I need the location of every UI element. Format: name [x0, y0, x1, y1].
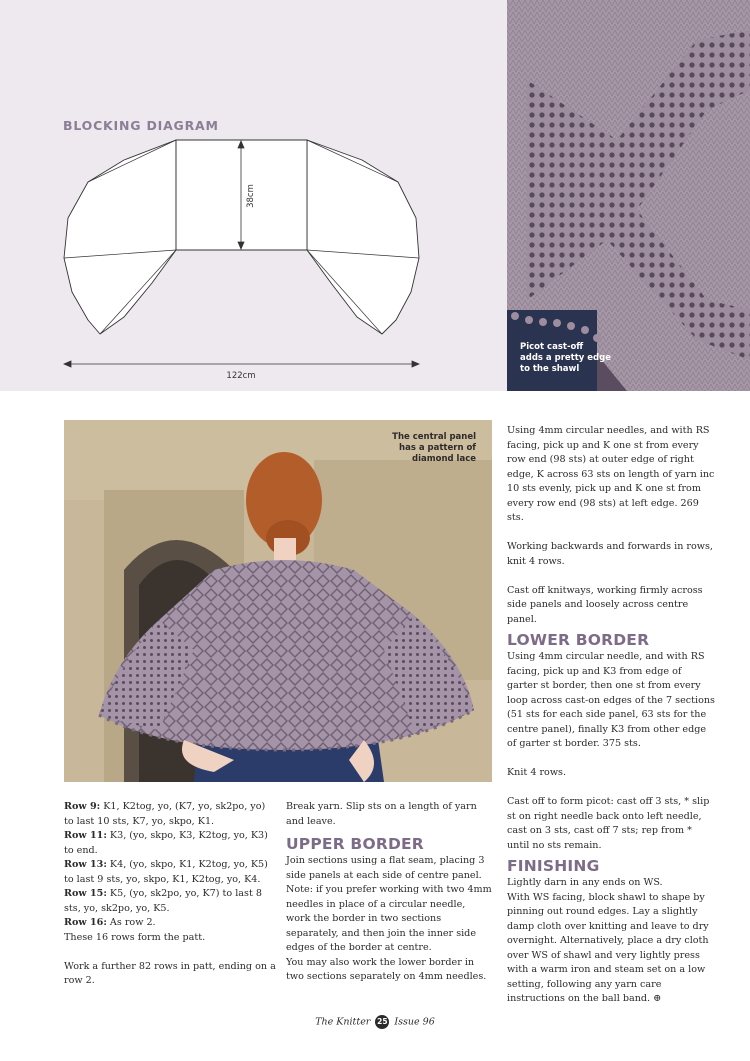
height-label: 38cm [246, 184, 256, 208]
shawl-closeup-image [507, 0, 750, 391]
caption-line: adds a pretty edge [520, 353, 611, 363]
body-paragraph: Working backwards and forwards in rows, knit 4 rows. [507, 541, 713, 567]
row-text: As row 2. [106, 917, 156, 928]
body-paragraph: Using 4mm circular needle, and with RS facing, pick up and K3 from edge of garter st border, then one st from every loop across cast-on edges of the 7 sections (51 sts for each side panel, 63 sts for the centre panel), finally K3 from other edge of garter st border. 375 sts. [507, 651, 715, 749]
row-text: K4, (yo, skpo, K1, K2tog, yo, K5) to last 9 sts, yo, skpo, K1, K2tog, yo, K4. [64, 859, 268, 885]
caption-line: diamond lace [412, 454, 476, 464]
body-paragraph: Knit 4 rows. [507, 767, 567, 778]
page-number: 25 [375, 1015, 389, 1029]
row-label: Row 15: [64, 888, 107, 899]
pattern-row [64, 800, 276, 829]
caption-line: to the shawl [520, 364, 580, 374]
caption-line: The central panel [392, 432, 476, 442]
body-paragraph: Break yarn. Slip sts on a length of yarn and leave. [286, 801, 477, 827]
shawl-closeup-photo [507, 0, 750, 391]
main-photo-caption [388, 432, 476, 465]
pattern-row [64, 887, 276, 916]
magazine-name: The Knitter [315, 1016, 371, 1028]
model-image [64, 420, 492, 782]
finishing-text: With WS facing, block shawl to shape by pinning out round edges. Lay a slightly damp cloth over knitting and leave to dry overnight. Alternatively, place a dry cloth over WS of shawl and very lightly press with a warm iron and steam set on a low setting, following any yarn care instructions on the ball band. [507, 891, 709, 1004]
body-paragraph: These 16 rows form the patt. [64, 931, 206, 943]
upper-border-heading: UPPER BORDER [286, 835, 424, 853]
lower-border-heading: LOWER BORDER [507, 631, 650, 649]
body-paragraph [507, 891, 715, 1007]
finishing-heading: FINISHING [507, 857, 600, 875]
row-text: K5, (yo, sk2po, yo, K7) to last 8 sts, yo, sk2po, yo, K5. [64, 888, 262, 914]
row-label: Row 9: [64, 801, 101, 812]
text-column-3 [507, 424, 715, 1007]
caption-line: Picot cast-off [520, 342, 584, 352]
body-paragraph: Join sections using a flat seam, placing 3 side panels at each side of centre panel. Note: if you prefer working with two 4mm needles in place of a circular needle, work the border in two sections separately, and then join the inner side edges of the border at centre. [286, 855, 492, 953]
diagram-title: BLOCKING DIAGRAM [63, 118, 219, 133]
centre-panel [176, 140, 307, 250]
blocking-diagram [0, 0, 507, 391]
caption-line: has a pattern of [399, 443, 476, 453]
end-mark-icon: ⊕ [653, 993, 662, 1004]
body-paragraph: Work a further 82 rows in patt, ending on a row 2. [64, 960, 276, 986]
page-footer [0, 1015, 750, 1029]
body-paragraph: Cast off knitways, working firmly across side panels and loosely across centre panel. [507, 584, 703, 625]
row-text: K1, K2tog, yo, (K7, yo, sk2po, yo) to last 10 sts, K7, yo, skpo, K1. [64, 801, 266, 827]
pattern-row [64, 916, 276, 931]
width-label: 122cm [226, 371, 256, 381]
body-paragraph: Lightly darn in any ends on WS. [507, 877, 663, 888]
row-label: Row 16: [64, 917, 107, 928]
left-outer-panel [64, 140, 176, 334]
pattern-row [64, 858, 276, 887]
text-column-1 [64, 800, 276, 1003]
model-wearing-shawl-photo [64, 420, 492, 782]
row-text: K3, (yo, skpo, K3, K2tog, yo, K3) to end. [64, 830, 268, 856]
row-label: Row 11: [64, 830, 107, 841]
body-paragraph: You may also work the lower border in two sections separately on 4mm needles. [286, 956, 487, 982]
text-column-2 [286, 800, 492, 985]
top-photo-caption [520, 342, 611, 375]
issue-number: Issue 96 [394, 1016, 435, 1028]
body-paragraph: Using 4mm circular needles, and with RS facing, pick up and K one st from every row end (98 sts) at outer edge of right edge, K across 63 sts on length of yarn inc 10 sts evenly, pick up and K one st from every row end (98 sts) at left edge. 269 sts. [507, 425, 715, 523]
pattern-row [64, 829, 276, 858]
body-paragraph: Cast off to form picot: cast off 3 sts, * slip st on right needle back onto left needle, cast on 3 sts, cast off 7 sts; rep from * until no sts remain. [507, 796, 710, 851]
right-outer-panel [307, 140, 419, 334]
row-label: Row 13: [64, 859, 107, 870]
